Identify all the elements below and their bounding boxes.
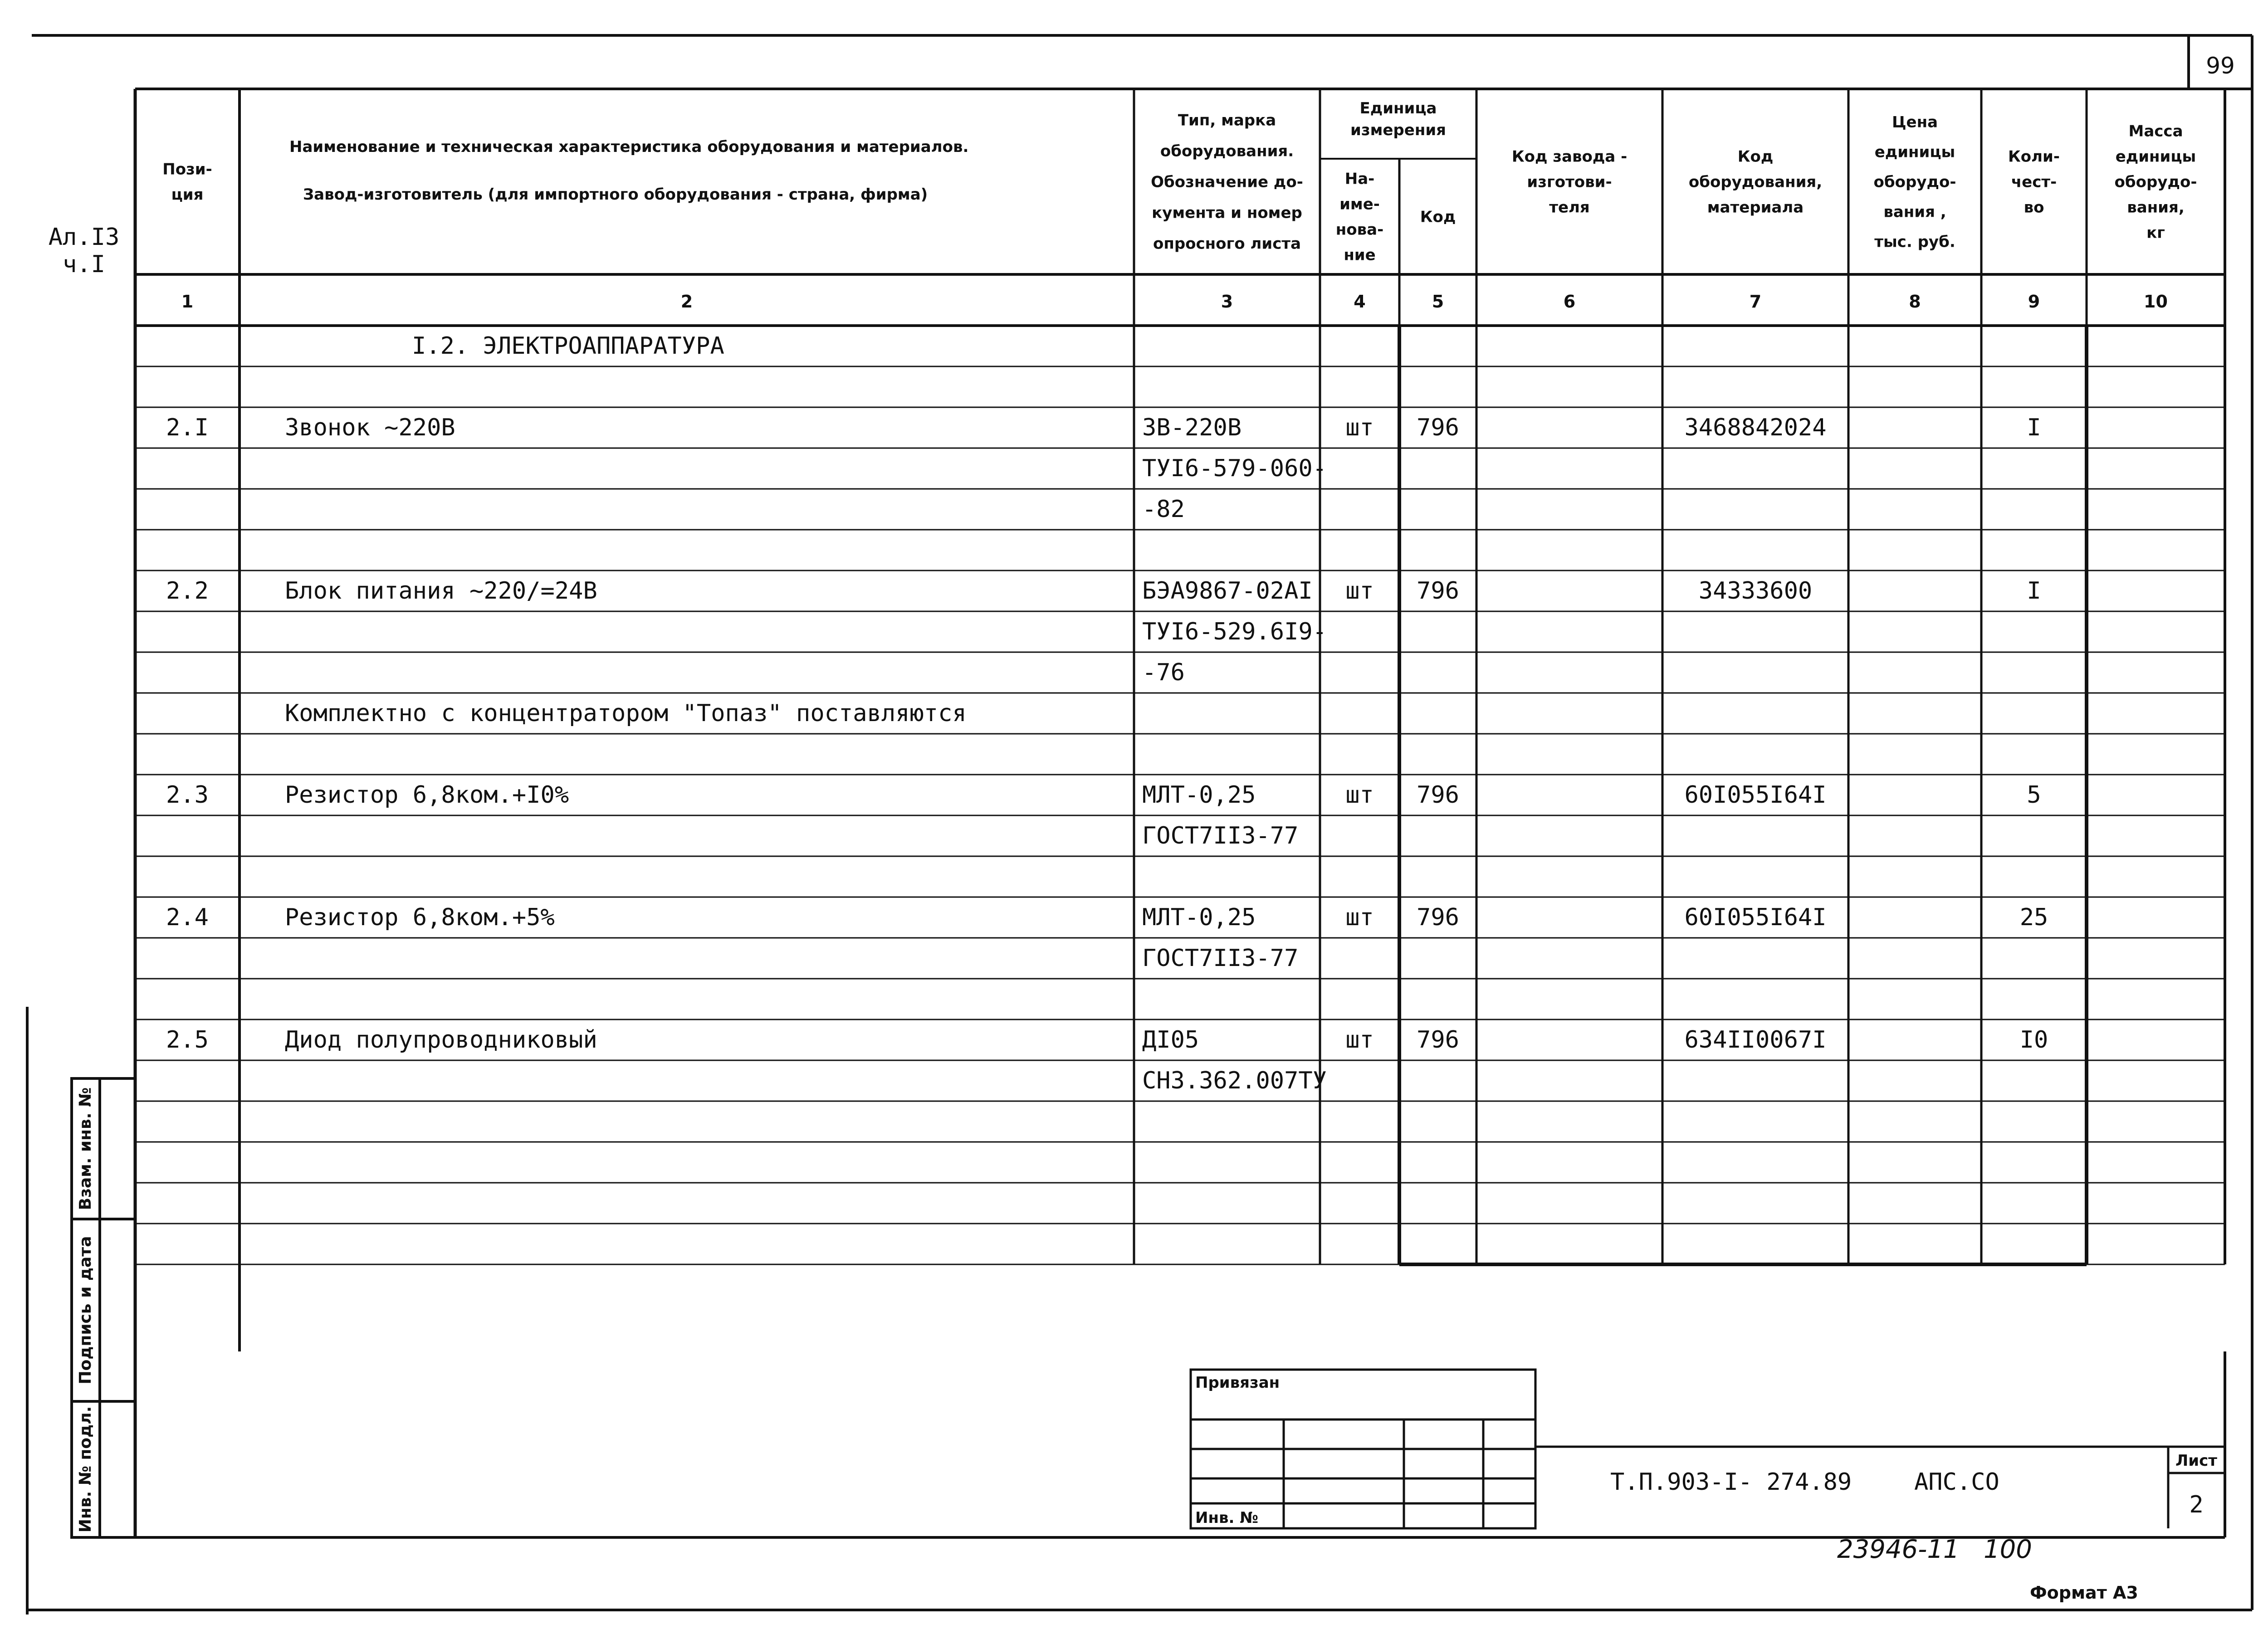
column-header-4-line1: На- (1344, 170, 1375, 188)
cell-unit: шт (1345, 904, 1374, 931)
sheet-label: Лист (2175, 1452, 2217, 1470)
bound-block-inv-label: Инв. № (1195, 1509, 1259, 1527)
cell-type: ТУI6-579-060- (1142, 455, 1327, 482)
column-header-1-line2: ция (171, 185, 204, 204)
cell-equip_code: 3468842024 (1684, 414, 1827, 441)
cell-name: Диод полупроводниковый (285, 1026, 597, 1054)
cell-qty: 25 (2019, 904, 2048, 931)
cell-name: Комплектно с концентратором "Топаз" поставляются (285, 700, 967, 727)
sheet-number: 2 (2189, 1491, 2204, 1518)
column-header-8-line4: вания , (1883, 203, 1946, 221)
cell-unit_code: 796 (1417, 904, 1459, 931)
column-header-6-line1: Код завода - (1511, 147, 1628, 166)
bound-block (1191, 1370, 1535, 1528)
cell-type: ДI05 (1142, 1026, 1199, 1054)
album-label-line1: Ал.I3 (48, 224, 120, 251)
cell-type: ТУI6-529.6I9- (1142, 618, 1327, 645)
column-header-7-line3: материала (1707, 198, 1804, 217)
cell-name: Звонок ~220В (285, 414, 455, 441)
cell-unit_code: 796 (1417, 577, 1459, 605)
bound-block-title: Привязан (1195, 1374, 1280, 1392)
cell-unit_code: 796 (1417, 1026, 1459, 1054)
column-header-8-line5: тыс. руб. (1874, 233, 1955, 251)
column-header-3-line4: кумента и номер (1152, 204, 1302, 222)
column-header-5-line1: Код (1420, 208, 1456, 226)
column-header-4-line4: ние (1344, 246, 1376, 264)
sheet-frame (27, 35, 2252, 1614)
column-header-8-line1: Цена (1892, 113, 1938, 132)
unit-group-header-line2: измерения (1350, 121, 1446, 139)
cell-type: МЛТ-0,25 (1142, 781, 1256, 809)
cell-equip_code: 60I055I64I (1684, 781, 1827, 809)
column-header-9-line2: чест- (2011, 173, 2057, 191)
unit-group-header-line1: Единица (1359, 99, 1437, 117)
cell-pos: 2.I (166, 414, 209, 441)
column-number-7: 7 (1749, 292, 1762, 312)
side-stamp (72, 1078, 135, 1537)
cell-equip_code: 34333600 (1698, 577, 1813, 605)
column-header-7-line1: Код (1737, 147, 1774, 166)
cell-type: СН3.362.007ТУ (1142, 1067, 1327, 1094)
handwritten-number: 23946-11 100 (1837, 1535, 2032, 1564)
cell-equip_code: 634II0067I (1684, 1026, 1827, 1054)
stamp-original-inv: Инв. № подл. (76, 1406, 95, 1533)
column-header-6-line3: теля (1549, 198, 1590, 217)
column-header-10-line4: вания, (2127, 198, 2185, 217)
cell-type: ГОСТ7II3-77 (1142, 945, 1299, 972)
doc-code: Т.П.903-I- 274.89 (1610, 1468, 1852, 1496)
column-header-6-line2: изготови- (1527, 173, 1612, 191)
cell-type: ЗВ-220В (1142, 414, 1242, 441)
cell-pos: 2.2 (166, 577, 209, 605)
title-block (1535, 1447, 2225, 1528)
column-header-10-line3: оборудо- (2114, 173, 2197, 191)
column-number-3: 3 (1221, 292, 1233, 312)
column-header-8-line3: оборудо- (1873, 173, 1956, 191)
cell-equip_code: 60I055I64I (1684, 904, 1827, 931)
column-number-5: 5 (1432, 292, 1444, 312)
column-header-3-line3: Обозначение до- (1151, 173, 1303, 191)
column-header-3-line2: оборудования. (1160, 142, 1294, 161)
stamp-replaced-inv: Взам. инв. № (76, 1087, 95, 1210)
column-header-7-line2: оборудования, (1688, 173, 1823, 191)
cell-type: МЛТ-0,25 (1142, 904, 1256, 931)
bottom-frame (135, 1351, 2225, 1537)
cell-type: -76 (1142, 659, 1185, 686)
column-header-9-line3: во (2024, 198, 2044, 217)
column-header-3-line1: Тип, марка (1178, 111, 1276, 130)
column-number-10: 10 (2144, 292, 2168, 312)
cell-unit: шт (1345, 577, 1374, 605)
cell-name: I.2. ЭЛЕКТРОАППАРАТУРА (412, 332, 724, 360)
cell-name: Блок питания ~220/=24В (285, 577, 597, 605)
column-number-6: 6 (1563, 292, 1576, 312)
column-header-4-line2: име- (1339, 195, 1380, 214)
table-body (166, 332, 2048, 1094)
cell-unit_code: 796 (1417, 781, 1459, 809)
table-header (162, 99, 2197, 312)
cell-pos: 2.5 (166, 1026, 209, 1054)
cell-name: Резистор 6,8ком.+I0% (285, 781, 569, 809)
cell-unit_code: 796 (1417, 414, 1459, 441)
column-header-8-line2: единицы (1874, 143, 1955, 161)
column-header-10-line2: единицы (2115, 147, 2196, 166)
format-label: Формат А3 (2030, 1583, 2138, 1603)
column-header-2-line1: Наименование и техническая характеристика оборудования и материалов. (289, 138, 969, 156)
column-header-2-line2: Завод-изготовитель (для импортного оборудования - страна, фирма) (303, 185, 928, 204)
cell-type: -82 (1142, 496, 1185, 523)
page-number: 99 (2206, 53, 2235, 79)
column-number-9: 9 (2028, 292, 2040, 312)
column-number-8: 8 (1909, 292, 1921, 312)
cell-pos: 2.3 (166, 781, 209, 809)
cell-unit: шт (1345, 781, 1374, 809)
cell-qty: I (2027, 577, 2041, 605)
column-header-9-line1: Коли- (2008, 147, 2060, 166)
cell-qty: I0 (2019, 1026, 2048, 1054)
column-header-3-line5: опросного листа (1153, 234, 1301, 253)
doc-section: АПС.СО (1914, 1468, 1999, 1496)
column-header-10-line1: Масса (2128, 122, 2183, 141)
cell-qty: I (2027, 414, 2041, 441)
cell-qty: 5 (2027, 781, 2041, 809)
cell-pos: 2.4 (166, 904, 209, 931)
album-label-line2: ч.I (63, 251, 105, 278)
cell-name: Резистор 6,8ком.+5% (285, 904, 555, 931)
column-number-4: 4 (1354, 292, 1366, 312)
stamp-signature-date: Подпись и дата (76, 1236, 95, 1385)
column-number-1: 1 (181, 292, 194, 312)
cell-unit: шт (1345, 414, 1374, 441)
column-header-4-line3: нова- (1335, 220, 1384, 239)
cell-type: БЭА9867-02АI (1142, 577, 1313, 605)
column-header-1-line1: Пози- (162, 160, 212, 179)
cell-unit: шт (1345, 1026, 1374, 1054)
column-header-10-line5: кг (2146, 224, 2165, 242)
cell-type: ГОСТ7II3-77 (1142, 822, 1299, 849)
column-number-2: 2 (680, 292, 693, 312)
